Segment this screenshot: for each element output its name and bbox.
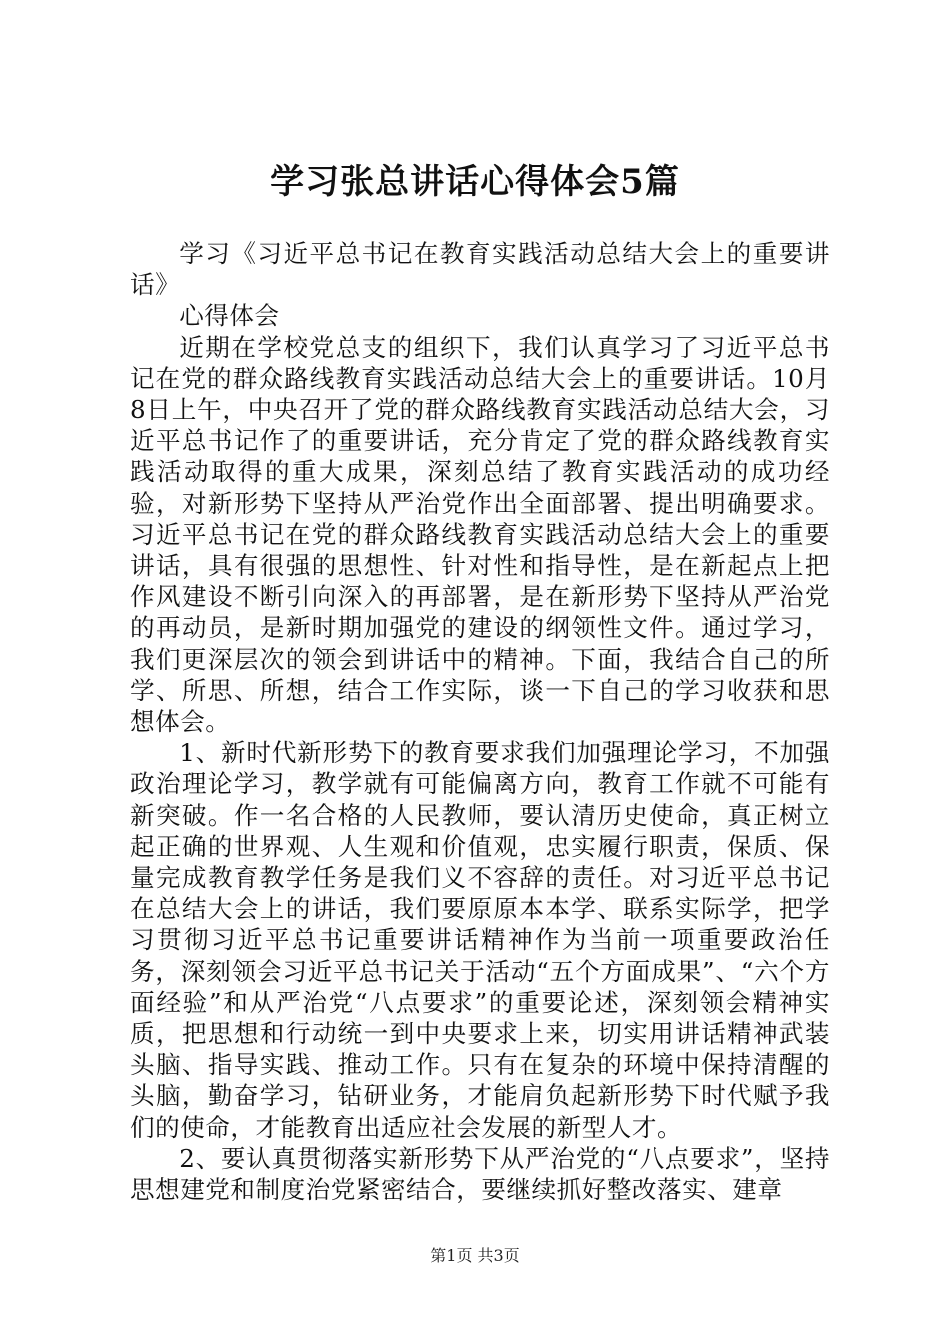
paragraph-intro: 近期在学校党总支的组织下，我们认真学习了习近平总书记在党的群众路线教育实践活动总结大会上的重要讲话。10月8日上午，中央召开了党的群众路线教育实践活动总结大会，习近平总书记作了的重要讲话，充分肯定了党的群众路线教育实践活动取得的重大成果，深刻总结了教育实践活动的成功经验，对新形势下坚持从严治党作出全面部署、提出明确要求。习近平总书记在党的群众路线教育实践活动总结大会上的重要讲话，具有很强的思想性、针对性和指导性，是在新起点上把作风建设不断引向深入的再部署，是在新形势下坚持从严治党的再动员，是新时期加强党的建设的纲领性文件。通过学习，我们更深层次的领会到讲话中的精神。下面，我结合自己的所学、所思、所想，结合工作实际，谈一下自己的学习收获和思想体会。: [130, 332, 830, 737]
paragraph-point-1: 1、新时代新形势下的教育要求我们加强理论学习，不加强政治理论学习，教学就有可能偏离方向，教育工作就不可能有新突破。作一名合格的人民教师，要认清历史使命，真正树立起正确的世界观、人生观和价值观，忠实履行职责，保质、保量完成教育教学任务是我们义不容辞的责任。对习近平总书记在总结大会上的讲话，我们要原原本本学、联系实际学，把学习贯彻习近平总书记重要讲话精神作为当前一项重要政治任务，深刻领会习近平总书记关于活动“五个方面成果”、“六个方面经验”和从严治党“八点要求”的重要论述，深刻领会精神实质，把思想和行动统一到中央要求上来，切实用讲话精神武装头脑、指导实践、推动工作。只有在复杂的环境中保持清醒的头脑，勤奋学习，钻研业务，才能肩负起新形势下时代赋予我们的使命，才能教育出适应社会发展的新型人才。: [130, 738, 830, 1142]
paragraph-point-2: 2、要认真贯彻落实新形势下从严治党的“八点要求”，坚持思想建党和制度治党紧密结合，要继续抓好整改落实、建章: [130, 1143, 830, 1205]
paragraph-heading-line: 学习《习近平总书记在教育实践活动总结大会上的重要讲话》: [130, 239, 830, 300]
paragraph-subheading: 心得体会: [179, 301, 280, 331]
page-number-footer: 第1页 共3页: [430, 1246, 520, 1265]
document-title: 学习张总讲话心得体会5篇: [270, 162, 680, 202]
document-body: [130, 238, 830, 1205]
